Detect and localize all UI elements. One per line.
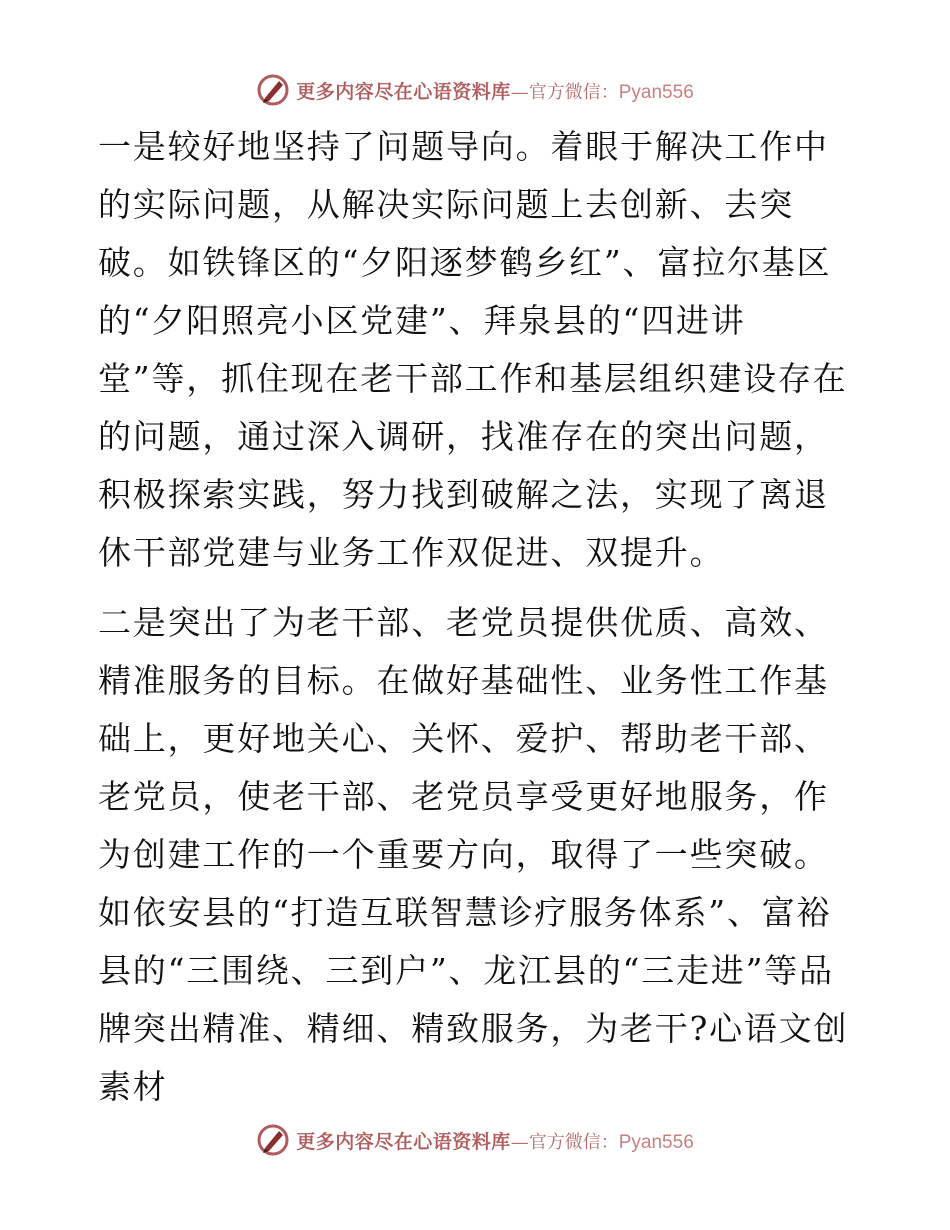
document-body	[98, 118, 850, 1116]
banner-site-name: 更多内容尽在心语资料库	[296, 1130, 511, 1153]
paragraph-2: 二是突出了为老干部、老党员提供优质、高效、精准服务的目标。在做好基础性、业务性工作基础上，更好地关心、关怀、爱护、帮助老干部、老党员，使老干部、老党员享受更好地服务，作为创建工作的一个重要方向，取得了一些突破。如依安县的“打造互联智慧诊疗服务体系”、富裕县的“三围绕、三到户”、龙江县的“三走进”等品牌突出精准、精细、精致服务，为老干?心语文创素材	[98, 603, 849, 1106]
banner-contact-label: —官方微信：	[510, 81, 619, 103]
banner-site-name: 更多内容尽在心语资料库	[296, 80, 511, 103]
banner-text	[296, 1127, 694, 1154]
banner-text	[296, 77, 694, 104]
footer-banner	[0, 1120, 950, 1160]
paragraph-1: 一是较好地坚持了问题导向。着眼于解决工作中的实际问题，从解决实际问题上去创新、去突破。如铁锋区的“夕阳逐梦鹤乡红”、富拉尔基区的“夕阳照亮小区党建”、拜泉县的“四进讲堂”等，抓住现在老干部工作和基层组织建设存在的问题，通过深入调研，找准存在的突出问题，积极探索实践，努力找到破解之法，实现了离退休干部党建与业务工作双促进、双提升。	[98, 127, 848, 572]
pen-circle-logo-icon	[256, 73, 290, 107]
pen-circle-logo-icon	[256, 1123, 290, 1157]
banner-contact-label: —官方微信：	[510, 1131, 619, 1153]
banner-wechat-handle: Pyan556	[618, 81, 694, 103]
banner-wechat-handle: Pyan556	[618, 1131, 694, 1153]
header-banner	[0, 70, 950, 110]
